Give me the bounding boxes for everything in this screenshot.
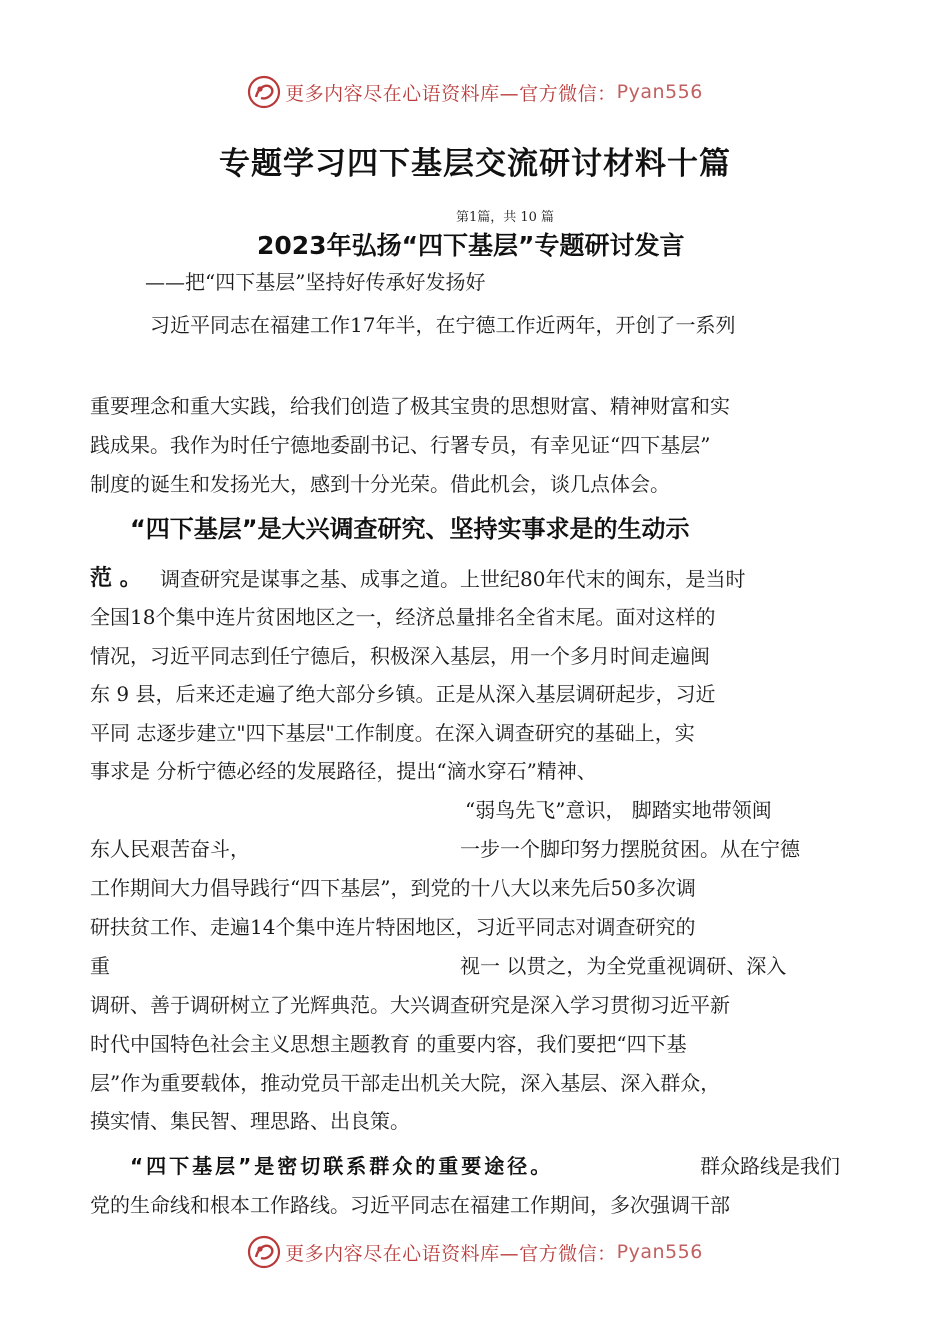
text-line: 时代中国特色社会主义思想主题教育 的重要内容，我们要把“四下基	[90, 1032, 687, 1056]
banner-wechat-id: Pyan556	[616, 1241, 703, 1263]
text-line: 全国18个集中连片贫困地区之一，经济总量排名全省末尾。面对这样的	[90, 605, 716, 629]
text-line: “弱鸟先飞”意识， 脚踏实地带领闽	[465, 798, 772, 822]
part-note: 第1篇，共 10 篇	[455, 210, 555, 225]
footer-banner	[0, 1232, 950, 1272]
text-line: 重要理念和重大实践，给我们创造了极其宝贵的思想财富、精神财富和实	[90, 394, 730, 418]
text-line: 调研、善于调研树立了光辉典范。大兴调查研究是深入学习贯彻习近平新	[90, 993, 730, 1017]
text-line: 视一 以贯之，为全党重视调研、深入	[460, 954, 787, 978]
logo-icon	[247, 75, 281, 109]
document-title: 专题学习四下基层交流研讨材料十篇	[219, 146, 731, 182]
banner-text: 更多内容尽在心语资料库—官方微信：	[285, 82, 617, 105]
banner-wechat-id: Pyan556	[616, 81, 703, 103]
banner-text: 更多内容尽在心语资料库—官方微信：	[285, 1242, 617, 1265]
text-line: 东 9 县，后来还走遍了绝大部分乡镇。正是从深入基层调研起步，习近	[90, 682, 716, 706]
text-line: 制度的诞生和发扬光大，感到十分光荣。借此机会，谈几点体会。	[90, 472, 670, 496]
text-line: 工作期间大力倡导践行“四下基层”，到党的十八大以来先后50多次调	[90, 876, 696, 900]
header-banner	[0, 72, 950, 112]
text-line: 党的生命线和根本工作路线。习近平同志在福建工作期间，多次强调干部	[90, 1193, 730, 1217]
text-line: 情况，习近平同志到任宁德后，积极深入基层，用一个多月时间走遍闽	[90, 644, 710, 668]
text-line: 层”作为重要载体，推动党员干部走出机关大院，深入基层、深入群众，	[90, 1071, 721, 1095]
section-heading: “四下基层”是密切联系群众的重要途径。	[130, 1154, 554, 1178]
text-line: 群众路线是我们	[700, 1154, 840, 1178]
text-line: 调查研究是谋事之基、成事之道。上世纪80年代末的闽东，是当时	[160, 567, 746, 591]
text-line: 践成果。我作为时任宁德地委副书记、行署专员，有幸见证“四下基层”	[90, 433, 711, 457]
text-line: 研扶贫工作、走遍14个集中连片特困地区，习近平同志对调查研究的	[90, 915, 696, 939]
article-title: 2023年弘扬“四下基层”专题研讨发言	[257, 231, 685, 260]
text-line: 东人民艰苦奋斗，	[90, 837, 250, 861]
text-line: 习近平同志在福建工作17年半，在宁德工作近两年，开创了一系列	[150, 313, 736, 337]
section-heading: “四下基层”是大兴调查研究、坚持实事求是的生动示	[130, 515, 690, 543]
article-subtitle: ——把“四下基层”坚持好传承好发扬好	[145, 270, 486, 294]
section-heading: 范 。	[90, 566, 142, 591]
text-line: 摸实情、集民智、理思路、出良策。	[90, 1109, 410, 1133]
logo-icon	[247, 1235, 281, 1269]
text-line: 平同 志逐步建立"四下基层"工作制度。在深入调查研究的基础上，实	[90, 721, 695, 745]
text-line: 重	[90, 954, 110, 978]
text-line: 一步一个脚印努力摆脱贫困。从在宁德	[460, 837, 800, 861]
text-line: 事求是 分析宁德必经的发展路径，提出“滴水穿石”精神、	[90, 759, 597, 783]
